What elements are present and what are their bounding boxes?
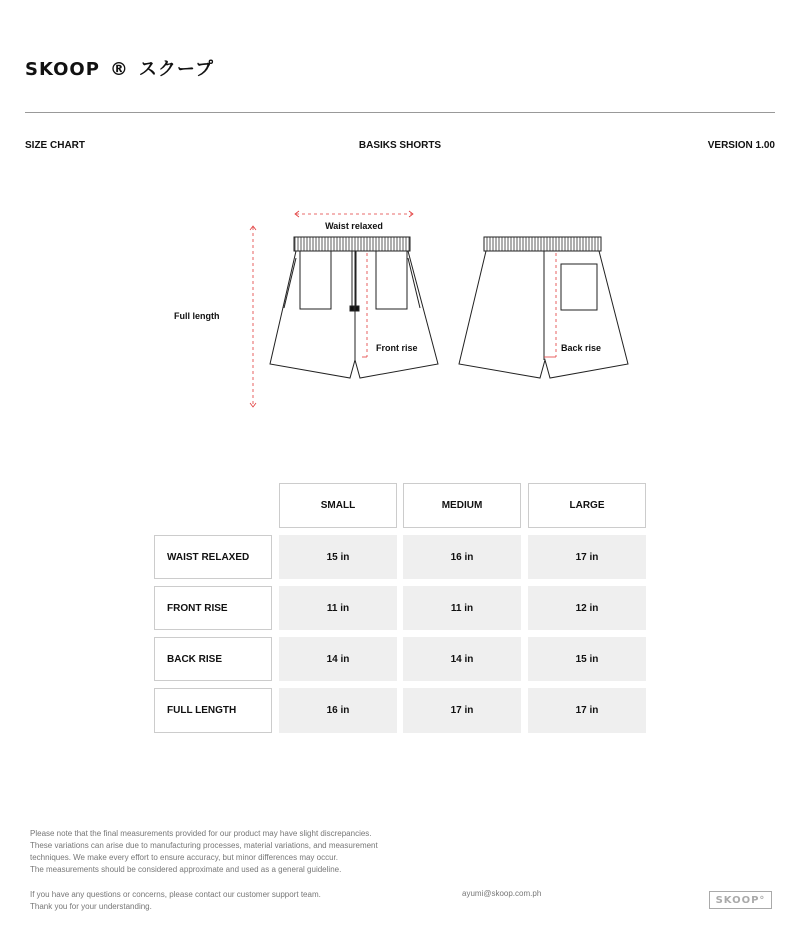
back-shorts-illustration	[459, 237, 628, 378]
col-header-small: SMALL	[279, 483, 397, 528]
row-label-waist-relaxed: WAIST RELAXED	[154, 535, 272, 579]
table-cell: 17 in	[528, 688, 646, 733]
contact-line: If you have any questions or concerns, please contact our customer support team.	[30, 890, 321, 899]
table-cell: 17 in	[528, 535, 646, 579]
registered-mark: ®	[109, 59, 129, 80]
col-header-medium: MEDIUM	[403, 483, 521, 528]
front-shorts-illustration	[270, 237, 438, 378]
doc-label: SIZE CHART	[25, 140, 85, 151]
disclaimer-line: The measurements should be considered approximate and used as a general guideline.	[30, 865, 342, 874]
table-cell: 15 in	[279, 535, 397, 579]
logo-katakana: スクープ	[138, 59, 215, 80]
table-cell: 12 in	[528, 586, 646, 630]
contact-line: Thank you for your understanding.	[30, 902, 152, 911]
row-label-back-rise: BACK RISE	[154, 637, 272, 681]
waist-label: Waist relaxed	[325, 221, 383, 231]
col-header-large: LARGE	[528, 483, 646, 528]
version-label: VERSION 1.00	[707, 140, 775, 151]
disclaimer-line: Please note that the final measurements provided for our product may have slight discrepancies.	[30, 829, 372, 838]
row-label-full-length: FULL LENGTH	[154, 688, 272, 733]
table-cell: 14 in	[403, 637, 521, 681]
row-label-front-rise: FRONT RISE	[154, 586, 272, 630]
disclaimer-line: These variations can arise due to manufacturing processes, material variations, and measurement	[30, 841, 378, 850]
brand-badge: SKOOP°	[709, 891, 772, 909]
front-rise-label: Front rise	[376, 343, 418, 353]
product-name: BASIKS SHORTS	[358, 140, 442, 151]
disclaimer-line: techniques. We make every effort to ensure accuracy, but minor differences may occur.	[30, 853, 338, 862]
disclaimer-text	[30, 828, 430, 876]
table-cell: 16 in	[279, 688, 397, 733]
back-rise-label: Back rise	[561, 343, 602, 353]
support-email[interactable]: ayumi@skoop.com.ph	[462, 889, 542, 898]
table-cell: 11 in	[403, 586, 521, 630]
table-cell: 14 in	[279, 637, 397, 681]
contact-text	[30, 889, 430, 913]
logo-text: SKOOP	[25, 59, 100, 80]
table-cell: 16 in	[403, 535, 521, 579]
table-cell: 15 in	[528, 637, 646, 681]
full-length-label: Full length	[174, 311, 220, 321]
table-cell: 17 in	[403, 688, 521, 733]
table-cell: 11 in	[279, 586, 397, 630]
